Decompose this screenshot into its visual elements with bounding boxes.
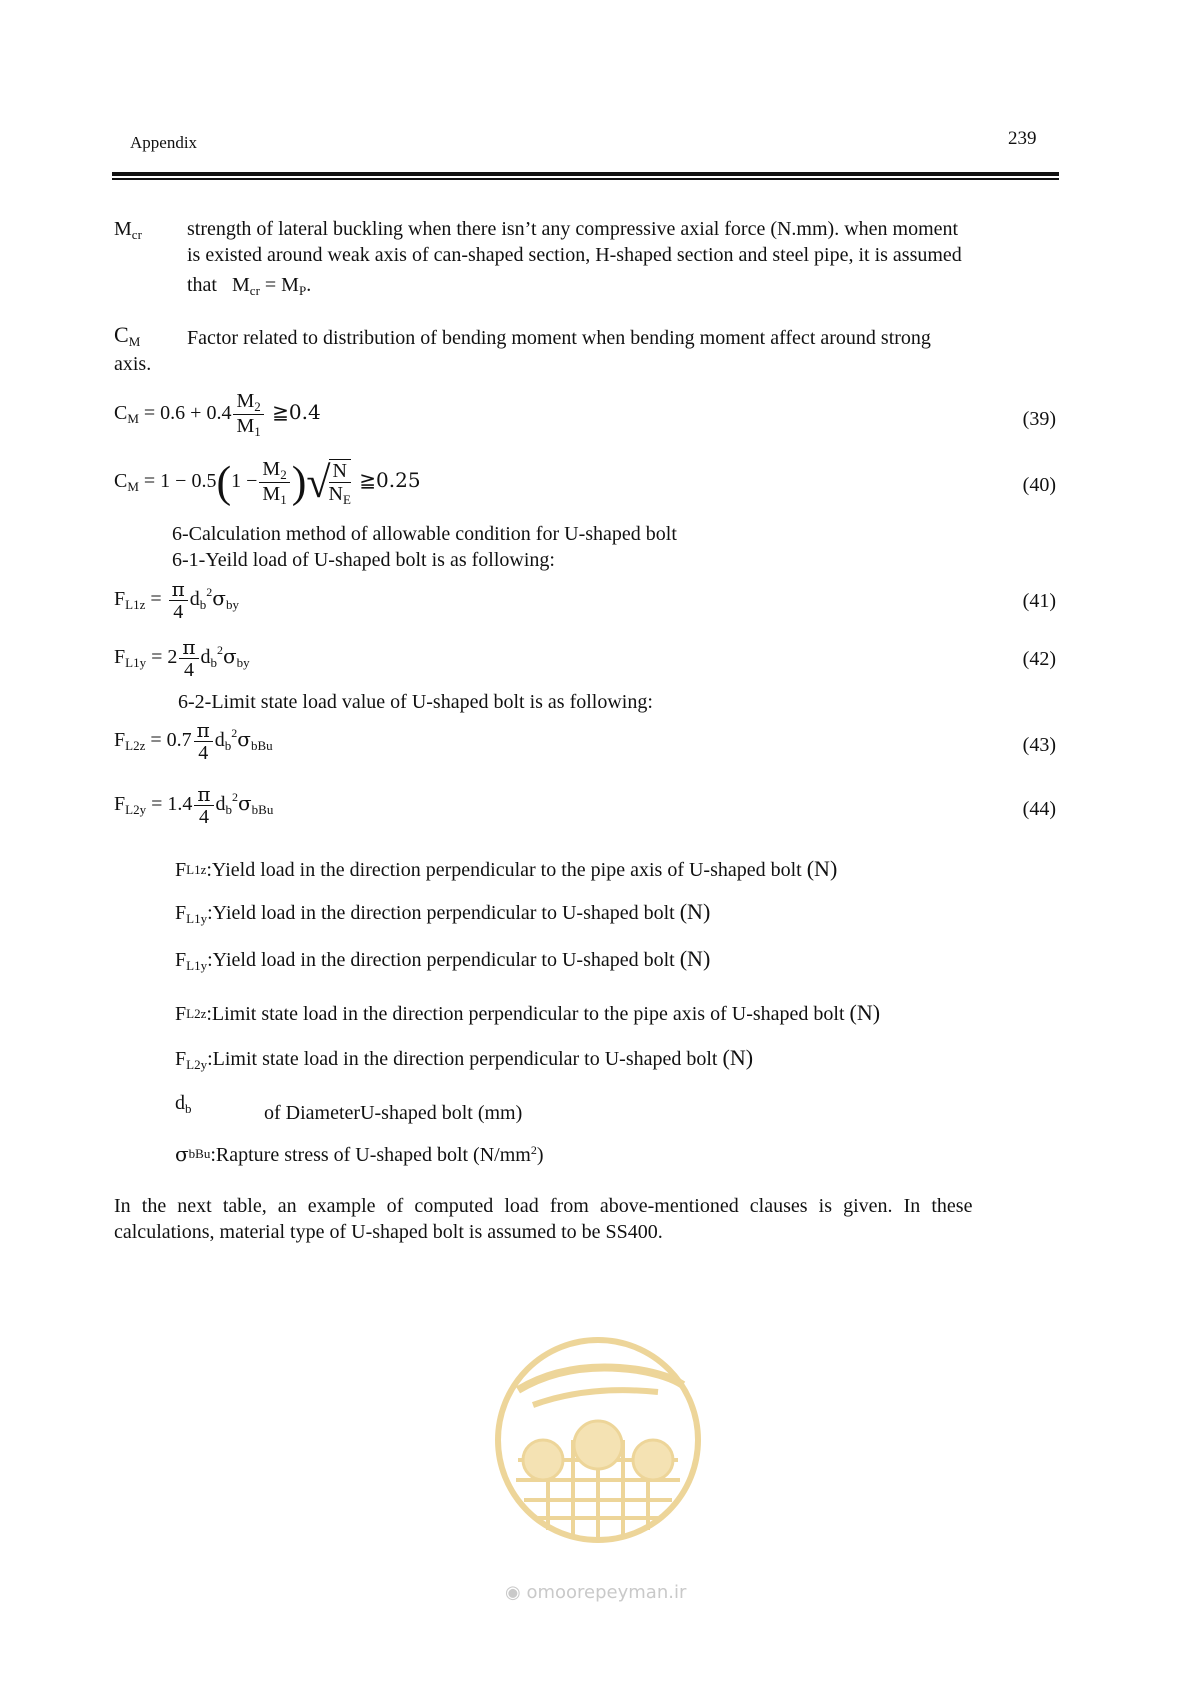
equation-number-44: (44) <box>1022 798 1056 820</box>
symbol-def-fl2y: $F_{L2y}:Limit$ state load in the direction perpendicular to U-shaped bolt (N) <box>175 1045 754 1072</box>
section-heading-6-1: 6-1-Yeild load of U-shaped bolt is as following: <box>172 549 555 571</box>
cm-definition-line1: Factor related to distribution of bending moment when bending moment affect around strong <box>187 327 931 349</box>
symbol-def-fl1y-b: $F_{L1y}:Yield$ load in the direction perpendicular to U-shaped bolt (N) <box>175 946 711 973</box>
symbol-def-fl1y-a: $F_{L1y}:Yield$ load in the direction perpendicular to U-shaped bolt (N) <box>175 899 711 926</box>
symbol-def-db-text: of DiameterU-shaped bolt (mm) <box>264 1102 523 1124</box>
equation-39: $C_M = 0.6 + 0.4$ $\frac{M_2}{M_1}$ ≧0.4 <box>114 390 321 439</box>
equation-43: $F_{L2z} = 0.7$ $\frac{\pi}{4}$ $d_b^2\sigma_{bBu}$ <box>114 718 273 764</box>
cm-symbol: CM <box>114 322 141 349</box>
equation-number-42: (42) <box>1022 648 1056 670</box>
symbol-def-fl2z: FL2z:Limit state load in the direction perpendicular to the pipe axis of U-shaped bolt (N) <box>175 1000 881 1025</box>
equation-number-43: (43) <box>1022 734 1056 756</box>
symbol-def-sigma-bbu: σbBu:Rapture stress of U-shaped bolt $(N/mm^2)$ <box>175 1142 544 1166</box>
watermark-website: ◉ omoorepeyman.ir <box>505 1582 687 1603</box>
header-rule-thick <box>112 172 1059 176</box>
equation-number-41: (41) <box>1022 590 1056 612</box>
mcr-symbol: $M_{cr}$ <box>114 218 142 242</box>
globe-icon: ◉ <box>505 1582 521 1603</box>
symbol-def-db: $d_b$ <box>175 1092 192 1116</box>
equation-42: $F_{L1y} = 2$ $\frac{\pi}{4}$ $d_b^2\sigma_{by}$ <box>114 635 250 681</box>
mcr-equals-mp: $M_{cr} = M_P$. <box>232 274 312 298</box>
mcr-definition-line2: is existed around weak axis of can-shaped section, H-shaped section and steel pipe, it is assumed <box>187 244 962 266</box>
sqrt-sign: √ <box>306 457 331 507</box>
paragraph-line1: In the next table, an example of computed load from above-mentioned clauses is given. In these <box>114 1195 973 1217</box>
equation-41: $F_{L1z}$ = $\frac{\pi}{4}$ $d_b^2\sigma_{by}$ <box>114 577 239 623</box>
symbol-def-fl1z: FL1z:Yield load in the direction perpendicular to the pipe axis of U-shaped bolt (N) <box>175 856 838 881</box>
equation-44: $F_{L2y} = 1.4$ $\frac{\pi}{4}$ $d_b^2\sigma_{bBu}$ <box>114 782 274 828</box>
equation-number-39: (39) <box>1022 408 1056 430</box>
equation-40: $C_M = 1 - 0.5(1$ − $\frac{M_2}{M_1}$ )√ $\frac{N}{N_E}$ ≧0.25 <box>114 457 421 507</box>
page-number: 239 <box>1008 128 1037 149</box>
equation-number-40: (40) <box>1022 474 1056 496</box>
mcr-definition-line3: that $M_{cr} = M_P$. <box>187 274 312 298</box>
paragraph-line2: calculations, material type of U-shaped bolt is assumed to be SS400. <box>114 1221 663 1243</box>
watermark-logo <box>488 1330 708 1560</box>
section-heading-6: 6-Calculation method of allowable condition for U-shaped bolt <box>172 523 677 545</box>
watermark-seal-icon <box>488 1330 708 1560</box>
header-rule-thin <box>112 178 1059 180</box>
section-heading-6-2: 6-2-Limit state load value of U-shaped bolt is as following: <box>178 691 653 713</box>
mcr-definition-line1: strength of lateral buckling when there isn’t any compressive axial force (N.mm). when moment <box>187 218 959 240</box>
cm-definition-line2: axis. <box>114 353 152 375</box>
running-head: Appendix <box>130 133 198 152</box>
